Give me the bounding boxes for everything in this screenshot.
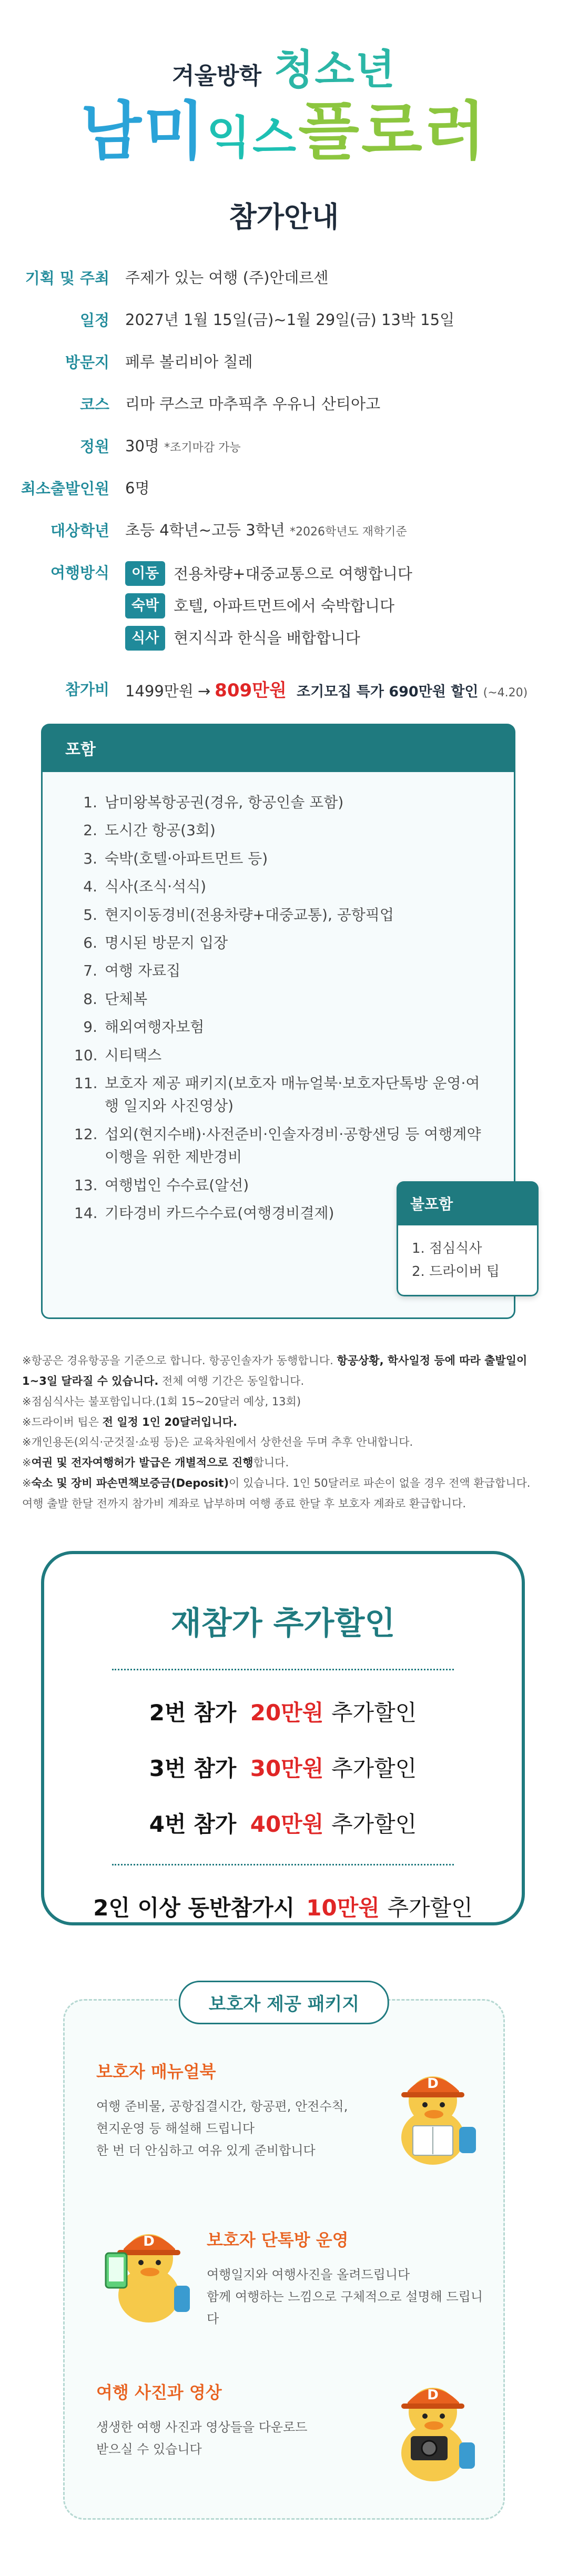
companion-label: 2인 이상 동반참가시 [93,1894,295,1921]
note-pre: ※개인용돈(외식·군것질·쇼핑 등)은 교육차원에서 상한선을 두며 추후 안내합니다. [22,1436,413,1449]
info-label: 정원 [79,438,109,456]
included-item [74,1044,490,1067]
package-item-photos [96,2379,370,2460]
info-value: 리마 쿠스코 마추픽추 우유니 산티아고 [125,395,381,413]
desc-line: 현지운영 등 해설해 드립니다 [96,2121,255,2136]
desc-line: 여행 준비물, 공항집결시간, 항공편, 안전수칙, [96,2098,348,2114]
note-line [22,1412,548,1433]
included-item [74,1016,490,1038]
item-number: 3. [83,849,97,867]
included-item [74,988,490,1010]
info-label: 여행방식 [50,564,109,582]
package-item-title: 보호자 매뉴얼북 [96,2061,216,2082]
info-value [125,561,412,657]
item-text: 숙박(호텔·아파트먼트 등) [105,849,268,867]
note-pre: ※점심식사는 불포함입니다.(1회 15~20달러 예상, 13회) [22,1395,301,1408]
note-pre: 여행 출발 한달 전까지 참가비 계좌로 납부하며 여행 종료 한달 후 보호자 계좌로 환급합니다. [22,1497,466,1510]
duck-camera-icon [380,2369,485,2492]
grades-note: *2026학년도 재학기준 [289,525,407,539]
desc-line: 받으실 수 있습니다 [96,2441,202,2457]
discount-label: 3번 참가 [149,1755,237,1781]
method-item [125,593,412,618]
included-item [74,959,490,982]
item-text: 섭외(현지수배)·사전준비·인솔자경비·공항샌딩 등 여행계약 이행을 위한 제반경비 [105,1125,481,1166]
duck-phone-icon [96,2216,196,2329]
title-part: 미 [144,95,207,168]
item-number: 2. [412,1264,430,1280]
desc-line: 한 번 더 안심하고 여유 있게 준비합니다 [96,2143,316,2158]
included-list [74,791,490,1224]
capacity-note: *조기마감 가능 [164,441,241,455]
discount-rest: 추가할인 [331,1755,417,1781]
package-item-chat [207,2227,491,2330]
included-item [74,931,490,954]
note-post: 전체 여행 기간은 동일합니다. [158,1374,305,1387]
item-number: 11. [74,1074,98,1092]
info-label: 최소출발인원 [21,480,109,498]
discount-rest: 추가할인 [331,1699,417,1726]
desc-line: 생생한 여행 사진과 영상들을 다운로드 [96,2419,308,2435]
note-post: 이 있습니다. 1인 50달러로 파손이 없을 경우 전액 환급합니다. [229,1477,531,1490]
note-bold: 전 일정 1인 20달러입니다. [102,1415,237,1428]
excluded-title: 불포함 [397,1181,539,1225]
info-value [125,519,407,541]
included-item [74,1123,490,1169]
item-text: 점심식사 [429,1241,482,1257]
info-row-grades [0,519,568,541]
duck-letter: D [143,2233,155,2249]
package-box [63,1993,505,2520]
excluded-list [397,1225,539,1296]
item-number: 6. [83,934,97,951]
note-pre: ※ [22,1456,32,1469]
note-line [22,1392,548,1412]
item-number: 9. [83,1018,97,1036]
price-early: 조기모집 특가 690만원 할인 [297,683,479,700]
item-number: 1. [412,1241,430,1257]
info-label: 코스 [79,395,109,414]
note-pre: ※항공은 경유항공을 기준으로 합니다. 항공인솔자가 동행합니다. [22,1354,337,1367]
item-number: 12. [74,1125,98,1143]
notes [22,1351,548,1514]
item-text: 남미왕복항공권(경유, 항공인솔 포함) [105,794,344,812]
info-row-organizer [0,267,568,289]
item-number: 4. [83,878,97,896]
price-new: 809만원 [215,680,287,701]
title-part: 플로러 [298,95,488,168]
discount-amount: 30만원 [250,1755,324,1781]
item-text: 단체복 [105,990,148,1008]
arrow-icon: → [197,682,211,700]
item-text: 여행 자료집 [105,962,181,980]
package-item-desc [96,2095,391,2162]
duck-letter: D [427,2075,439,2092]
desc-line: 여행일지와 여행사진을 올려드립니다 [207,2267,410,2282]
method-text: 현지식과 한식을 배합합니다 [174,629,360,647]
info-value: 주제가 있는 여행 (주)안데르센 [125,269,329,287]
discount-rest: 추가할인 [331,1811,417,1837]
header-logo [0,0,568,174]
discount-amount: 40만원 [250,1811,324,1837]
method-tag: 식사 [125,626,165,651]
method-tag: 이동 [125,561,165,586]
companion-rest: 추가할인 [387,1894,473,1921]
included-title: 포함 [41,724,515,772]
info-table [0,267,568,704]
discount-label: 4번 참가 [149,1811,237,1837]
discount-label: 2번 참가 [149,1699,237,1726]
note-bold: 여권 및 전자여행허가 발급은 개별적으로 진행 [31,1456,253,1469]
included-box [41,724,515,1319]
item-text: 현지이동경비(전용차량+대중교통), 공항픽업 [105,906,394,924]
duck-letter: D [427,2387,439,2403]
discount-amount: 20만원 [250,1699,324,1726]
item-number: 7. [83,962,97,980]
note-line [22,1473,548,1494]
companion-row [44,1891,522,1922]
package-item-desc [96,2416,370,2460]
discount-row [44,1751,522,1783]
duck-reading-icon [380,2058,485,2171]
method-tag: 숙박 [125,593,165,618]
info-row-course [0,393,568,415]
title-part: 남 [80,95,144,168]
header-subtitle: 겨울방학 [171,63,261,89]
info-value [125,435,241,457]
info-label: 대상학년 [50,522,109,540]
price-early-note: (~4.20) [483,686,528,699]
item-text: 도시간 항공(3회) [105,822,216,839]
info-row-method [0,561,568,657]
included-item [74,791,490,814]
companion-amount: 10만원 [306,1894,380,1921]
discount-box [41,1551,525,1925]
info-row-fee [0,678,568,704]
included-item [74,875,490,898]
capacity-value: 30명 [125,437,159,455]
item-text: 드라이버 팁 [429,1264,500,1280]
item-text: 시티택스 [105,1046,162,1064]
item-number: 13. [74,1176,98,1194]
note-line [22,1494,548,1514]
method-item [125,561,412,586]
grades-value: 초등 4학년~고등 3학년 [125,521,285,540]
item-text: 명시된 방문지 입장 [105,934,228,951]
info-row-capacity [0,435,568,457]
info-row-minimum [0,477,568,499]
item-text: 보호자 제공 패키지(보호자 매뉴얼북·보호자단톡방 운영·여행 일지와 사진영상) [105,1074,480,1115]
info-label: 방문지 [65,353,109,372]
excluded-item [412,1237,523,1260]
note-bold: 항공상황, 학사일정 등에 따라 출발일이 1~3일 달라질 수 있습니다. [22,1354,528,1387]
note-pre: ※드라이버 팁은 [22,1415,103,1428]
package-item-manual [96,2058,391,2162]
included-item [74,819,490,841]
package-item-title: 보호자 단톡방 운영 [207,2229,349,2250]
package-item-title: 여행 사진과 영상 [96,2382,222,2402]
note-line [22,1453,548,1473]
item-text: 기타경비 카드수수료(여행경비결제) [105,1204,334,1222]
price-old: 1499만원 [125,682,194,700]
desc-line: 함께 여행하는 느낌으로 구체적으로 설명해 드립니다 [207,2289,483,2326]
note-line [22,1351,548,1392]
included-item [74,904,490,926]
note-post: 합니다. [253,1456,289,1469]
included-item [74,847,490,870]
package-title: 보호자 제공 패키지 [179,1981,389,2024]
header-teen: 청소년 [273,46,397,94]
note-bold: 숙소 및 장비 파손면책보증금(Deposit) [31,1477,229,1490]
info-value [125,678,528,704]
info-label: 일정 [79,311,109,330]
item-text: 여행법인 수수료(알선) [105,1176,249,1194]
header-title [0,95,568,168]
item-text: 해외여행자보험 [105,1018,205,1036]
item-number: 8. [83,990,97,1008]
divider [112,1864,454,1865]
divider [112,1669,454,1670]
item-number: 14. [74,1204,98,1222]
method-text: 전용차량+대중교통으로 여행합니다 [174,564,412,583]
note-line [22,1432,548,1453]
item-number: 10. [74,1046,98,1064]
discount-row [44,1807,522,1839]
included-item [74,1072,490,1118]
info-value: 6명 [125,479,150,498]
info-row-schedule [0,309,568,331]
page-title: 참가안내 [229,200,339,234]
excluded-item [412,1260,523,1283]
item-text: 식사(조식·석식) [105,878,207,896]
info-row-countries [0,351,568,373]
item-number: 5. [83,906,97,924]
discount-title: 재참가 추가할인 [170,1605,395,1642]
item-number: 2. [83,822,97,839]
discount-row [44,1696,522,1727]
method-text: 호텔, 아파트먼트에서 숙박합니다 [174,597,395,615]
item-number: 1. [83,794,97,812]
title-part: 익스 [206,111,299,164]
excluded-box [397,1181,539,1296]
method-item [125,626,412,651]
info-value: 페루 볼리비아 칠레 [125,353,253,371]
package-item-desc [207,2264,491,2330]
info-label: 기획 및 주최 [25,269,109,287]
info-value: 2027년 1월 15일(금)~1월 29일(금) 13박 15일 [125,311,455,329]
info-label: 참가비 [65,680,109,698]
note-pre: ※ [22,1477,32,1490]
